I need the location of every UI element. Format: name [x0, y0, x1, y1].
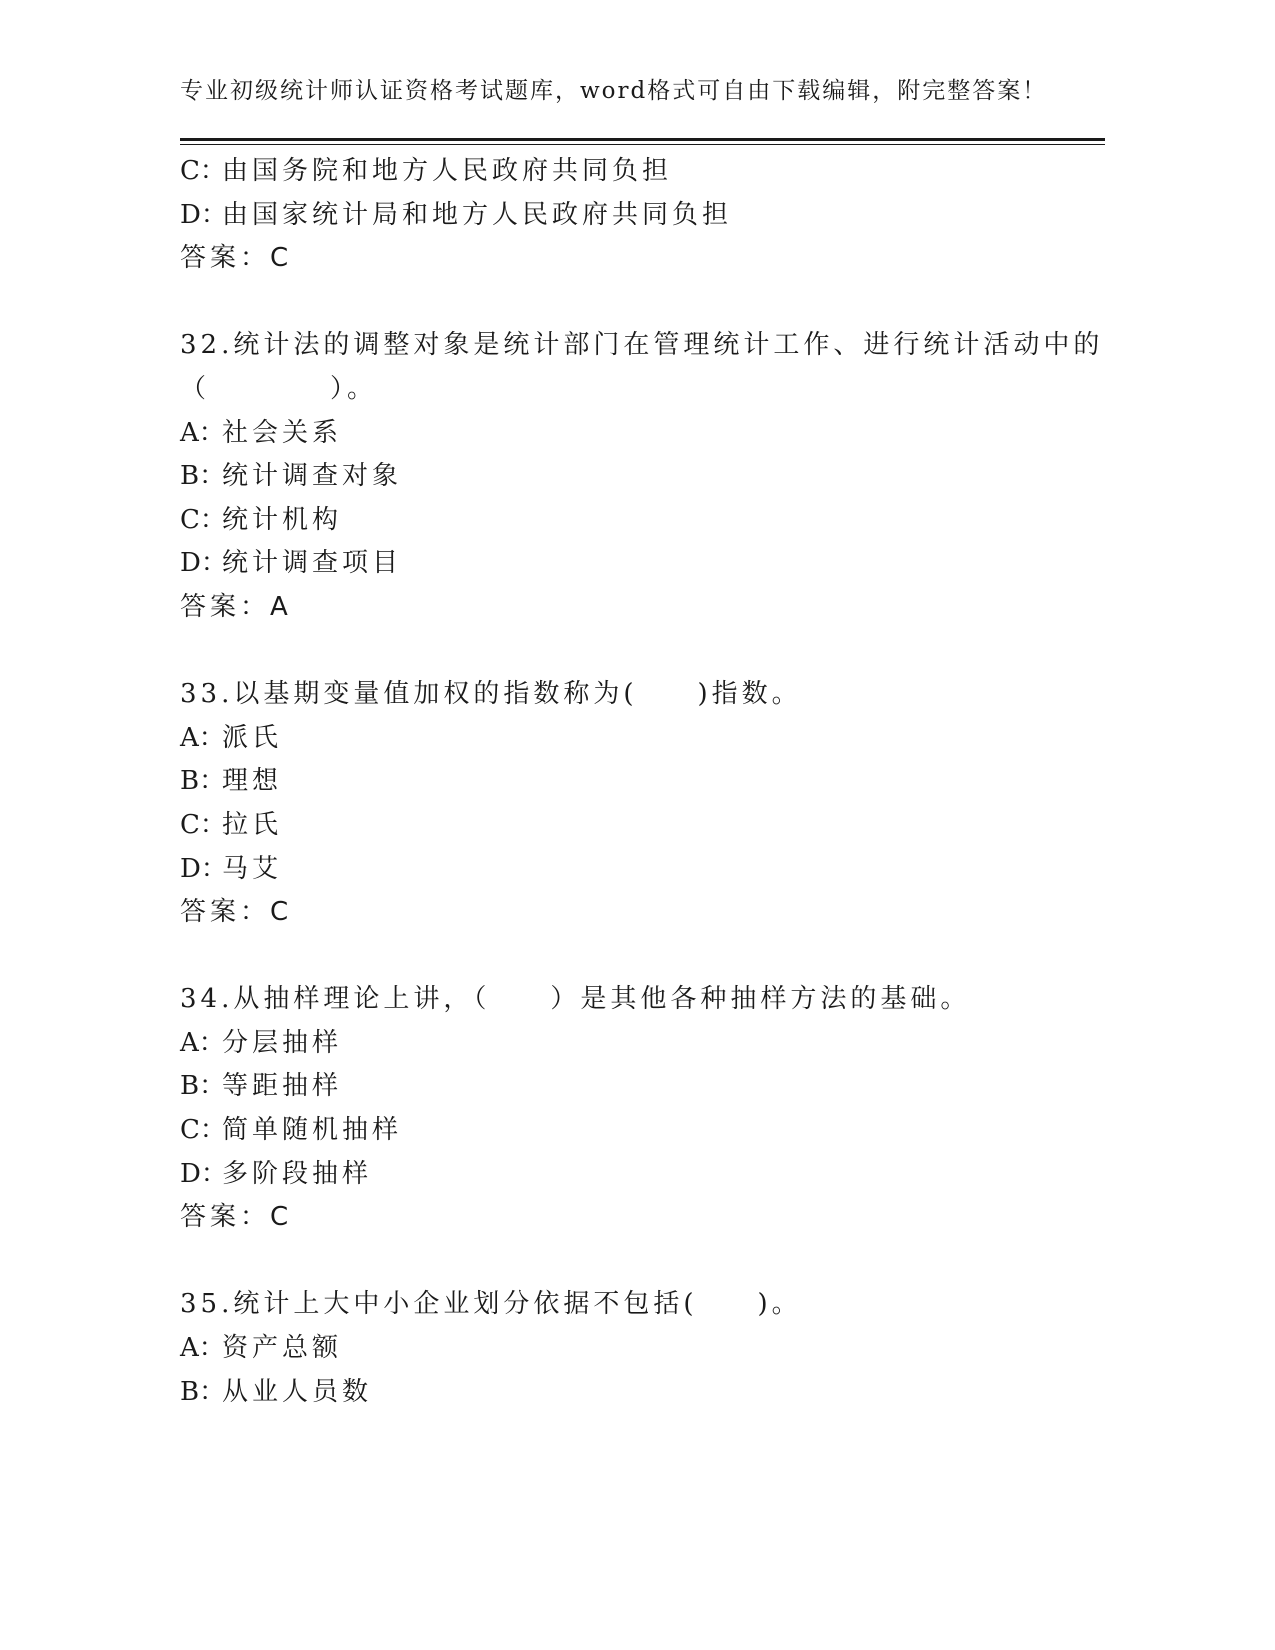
spacer: [180, 935, 1110, 979]
option-line: [180, 717, 1110, 761]
page-header: 专业初级统计师认证资格考试题库，word格式可自由下载编辑，附完整答案！: [180, 78, 1048, 104]
option-text: 由国务院和地方人民政府共同负担: [222, 156, 673, 186]
spacer: [180, 630, 1110, 674]
option-line: [180, 1327, 1110, 1371]
question-stem-continuation: （ ）。: [180, 373, 378, 404]
question-stem: 33.以基期变量值加权的指数称为( )指数。: [180, 679, 802, 710]
answer-line: 答案：C: [180, 243, 293, 274]
option-line: [180, 542, 1110, 586]
option-line: [180, 412, 1110, 456]
option-text: 派氏: [222, 722, 283, 753]
option-letter: A：: [180, 417, 225, 448]
option-letter: C：: [180, 809, 226, 840]
option-line: [180, 455, 1110, 499]
option-text: 多阶段抽样: [222, 1158, 373, 1189]
option-letter: C：: [180, 156, 226, 186]
option-text: 拉氏: [222, 809, 283, 840]
question-stem: 35.统计上大中小企业划分依据不包括( )。: [180, 1289, 802, 1320]
option-line: [180, 150, 1110, 194]
option-text: 社会关系: [222, 417, 343, 448]
option-text: 分层抽样: [222, 1027, 343, 1058]
option-text: 资产总额: [222, 1333, 343, 1364]
option-letter: B：: [180, 766, 226, 797]
option-letter: D：: [180, 548, 227, 579]
option-text: 统计机构: [222, 504, 343, 535]
question-content: [180, 150, 1110, 1414]
question-stem: 32.统计法的调整对象是统计部门在管理统计工作、进行统计活动中的: [180, 330, 1104, 361]
option-letter: C：: [180, 1115, 226, 1146]
option-text: 从业人员数: [222, 1376, 373, 1407]
option-text: 由国家统计局和地方人民政府共同负担: [222, 199, 733, 230]
answer-line: 答案：C: [180, 1202, 293, 1233]
option-letter: B：: [180, 1376, 226, 1407]
option-text: 等距抽样: [222, 1071, 343, 1102]
option-letter: D：: [180, 1158, 227, 1189]
option-letter: C：: [180, 504, 226, 535]
option-line: [180, 1022, 1110, 1066]
option-text: 简单随机抽样: [222, 1115, 403, 1146]
option-letter: A：: [180, 1333, 225, 1364]
option-line: [180, 760, 1110, 804]
option-letter: B：: [180, 1071, 226, 1102]
option-text: 统计调查项目: [222, 548, 403, 579]
option-text: 理想: [222, 766, 283, 797]
answer-line: 答案：A: [180, 591, 292, 622]
option-line: [180, 1065, 1110, 1109]
option-line: [180, 1153, 1110, 1197]
spacer: [180, 281, 1110, 325]
option-letter: D：: [180, 853, 227, 884]
option-line: [180, 848, 1110, 892]
option-line: [180, 194, 1110, 238]
option-letter: B：: [180, 461, 226, 492]
option-letter: A：: [180, 722, 225, 753]
option-letter: D：: [180, 199, 227, 230]
option-letter: A：: [180, 1027, 225, 1058]
header-rule-thin: [180, 144, 1105, 145]
option-line: [180, 1371, 1110, 1415]
spacer: [180, 1240, 1110, 1284]
option-line: [180, 499, 1110, 543]
option-text: 马艾: [222, 853, 283, 884]
question-stem: 34.从抽样理论上讲，（ ）是其他各种抽样方法的基础。: [180, 984, 971, 1015]
header-rule-thick: [180, 138, 1105, 141]
answer-line: 答案：C: [180, 897, 293, 928]
option-line: [180, 1109, 1110, 1153]
option-line: [180, 804, 1110, 848]
option-text: 统计调查对象: [222, 461, 403, 492]
